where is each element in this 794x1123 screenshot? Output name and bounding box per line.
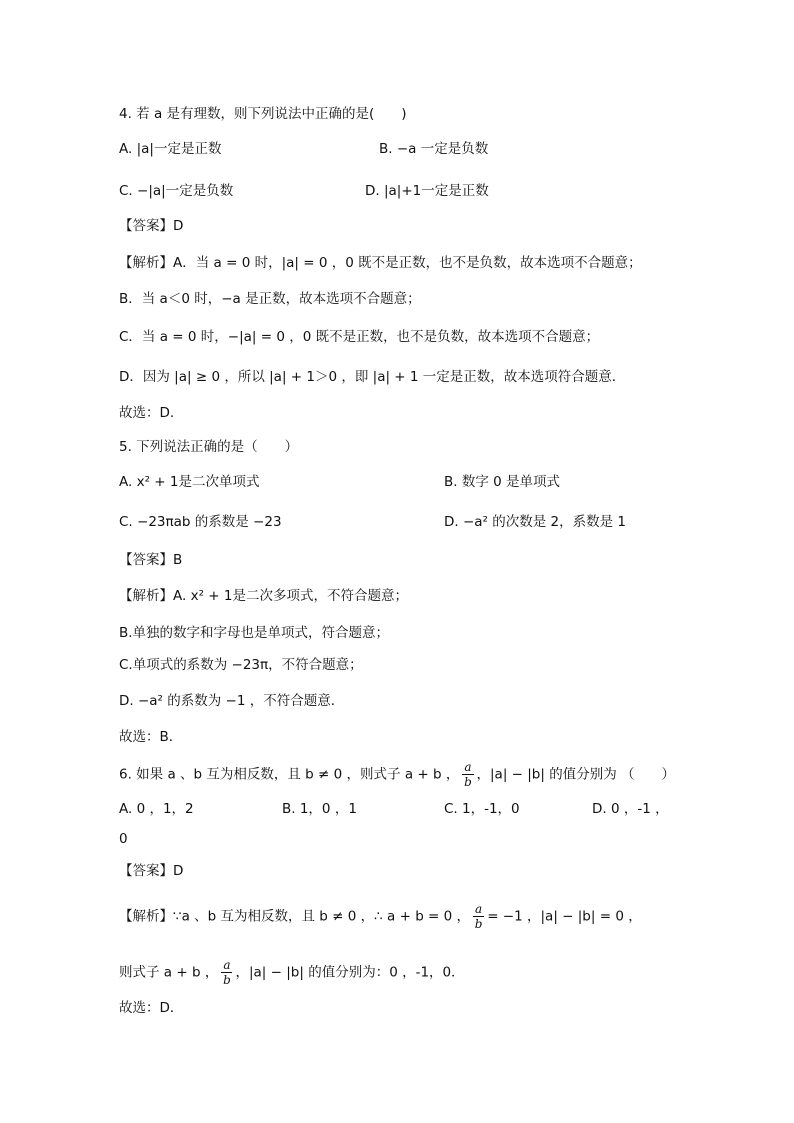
- q5-explanation-c: C.单项式的系数为 −23π，不符合题意；: [119, 657, 363, 673]
- q6-exp2-post: ，|a| − |b| 的值分别为：0 ，-1，0．: [235, 964, 465, 981]
- q6-stem-pre: 6. 如果 a 、b 互为相反数，且 b ≠ 0 ，则式子 a + b ，: [119, 766, 460, 783]
- q5-choose: 故选：B．: [119, 729, 183, 745]
- q6-option-b: B. 1，0 ，1: [282, 801, 357, 817]
- q5-explanation-b: B.单独的数字和字母也是单项式，符合题意；: [119, 625, 390, 641]
- q4-option-d: D. |a|+1一定是正数: [365, 183, 489, 199]
- q6-option-a: A. 0 ，1，2: [119, 801, 194, 817]
- q5-option-d: D. −a² 的次数是 2，系数是 1: [444, 514, 627, 530]
- q6-stem-post: ，|a| − |b| 的值分别为 （ ）: [476, 766, 676, 783]
- q6-option-d: D. 0 ，-1 ，: [592, 801, 669, 817]
- q6-stem: [119, 760, 675, 789]
- q6-choose: 故选：D．: [119, 1000, 184, 1016]
- q4-explanation-d: D．因为 |a| ≥ 0 ，所以 |a| + 1＞0 ，即 |a| + 1 一定是正数，故本选项符合题意．: [119, 369, 626, 385]
- q6-option-c: C. 1，-1，0: [444, 801, 520, 817]
- q4-explanation-a: 【解析】A．当 a = 0 时，|a| = 0 ，0 既不是正数，也不是负数，故本选项不合题意；: [119, 255, 642, 271]
- q4-explanation-c: C．当 a = 0 时，−|a| = 0 ，0 既不是正数，也不是负数，故本选项不合题意；: [119, 329, 600, 345]
- q4-option-a: A. |a|一定是正数: [119, 141, 222, 157]
- q5-option-a: A. x² + 1是二次单项式: [119, 474, 260, 490]
- q6-exp2-pre: 则式子 a + b ，: [119, 964, 219, 981]
- q5-stem: 5. 下列说法正确的是（ ）: [119, 439, 299, 455]
- q5-explanation-d: D. −a² 的系数为 −1 ，不符合题意．: [119, 693, 345, 709]
- q6-explanation-1: [119, 902, 642, 931]
- q5-explanation-a: 【解析】A. x² + 1是二次多项式，不符合题意；: [119, 588, 408, 604]
- q6-exp1-post: = −1 ，|a| − |b| = 0 ，: [487, 908, 642, 925]
- q6-answer: 【答案】D: [119, 863, 184, 879]
- q4-answer: 【答案】D: [119, 218, 184, 234]
- q5-answer: 【答案】B: [119, 552, 183, 568]
- q6-exp2-fraction: $\frac{a}{b}$: [223, 958, 231, 987]
- q4-choose: 故选：D．: [119, 405, 184, 421]
- q5-option-b: B. 数字 0 是单项式: [444, 474, 561, 490]
- q6-explanation-2: [119, 958, 465, 987]
- q6-stem-fraction: $\frac{a}{b}$: [464, 760, 472, 789]
- q4-option-b: B. −a 一定是负数: [379, 141, 489, 157]
- q5-option-c: C. −23πab 的系数是 −23: [119, 514, 282, 530]
- q6-exp1-fraction: $\frac{a}{b}$: [474, 902, 483, 931]
- q6-option-d-continued: 0: [119, 831, 128, 847]
- q4-stem: 4. 若 a 是有理数，则下列说法中正确的是( ): [119, 106, 407, 122]
- q6-exp1-pre: 【解析】∵a 、b 互为相反数，且 b ≠ 0 ，∴ a + b = 0 ，: [119, 908, 471, 925]
- q4-option-c: C. −|a|一定是负数: [119, 183, 234, 199]
- q4-explanation-b: B．当 a＜0 时，−a 是正数，故本选项不合题意；: [119, 291, 421, 307]
